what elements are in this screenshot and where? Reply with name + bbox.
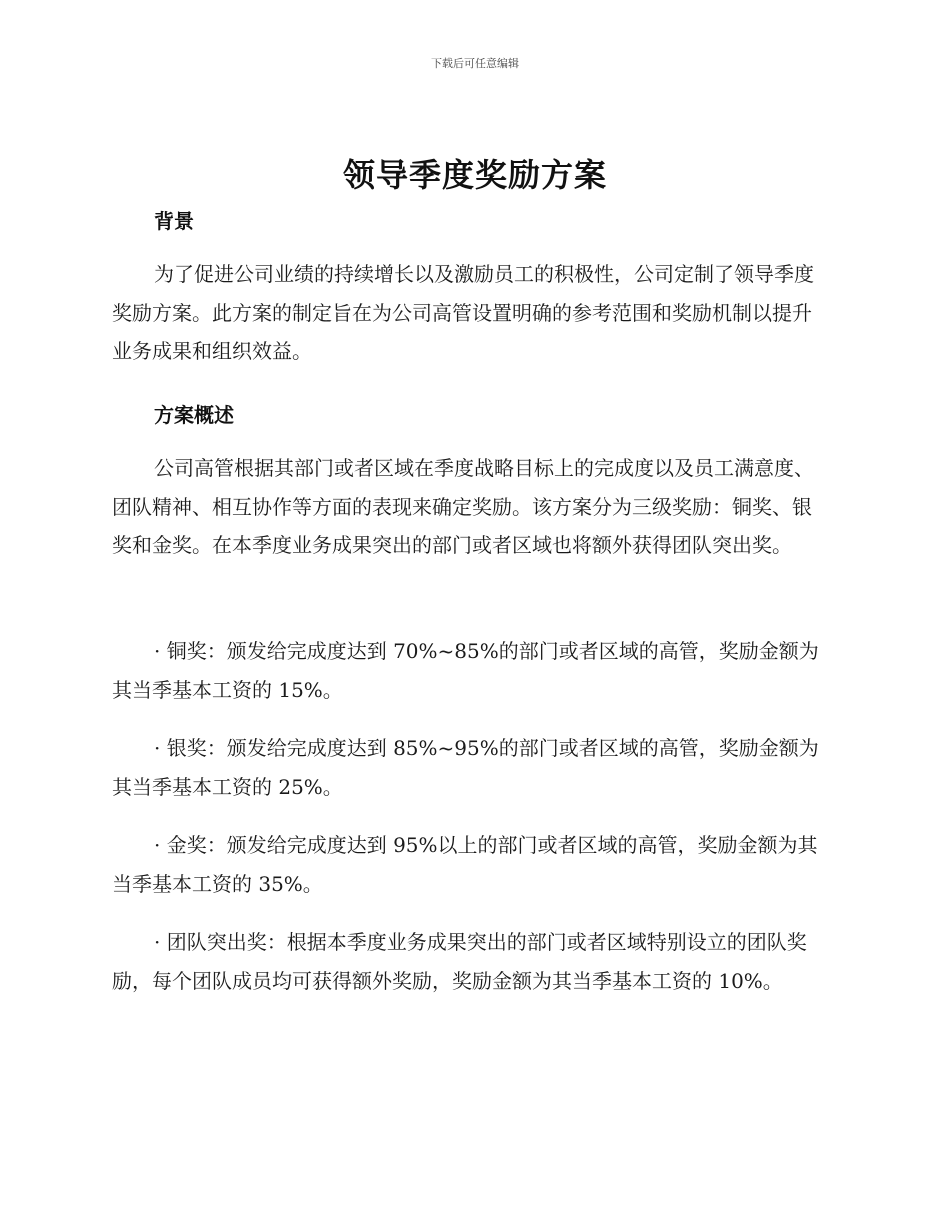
section-overview <box>112 401 830 429</box>
paragraph-overview: 公司高管根据其部门或者区域在季度战略目标上的完成度以及员工满意度、团队精神、相互协作等方面的表现来确定奖励。该方案分为三级奖励：铜奖、银奖和金奖。在本季度业务成果突出的部门或者区域也将额外获得团队突出奖。 <box>112 456 814 557</box>
list-item-team-award: · 团队突出奖：根据本季度业务成果突出的部门或者区域特别设立的团队奖励，每个团队成员均可获得额外奖励，奖励金额为其当季基本工资的 10%。 <box>112 930 807 993</box>
section-heading-overview: 方案概述 <box>154 403 234 427</box>
background-paragraph-block <box>112 255 830 371</box>
list-item-bronze-award: · 铜奖：颁发给完成度达到 70%~85%的部门或者区域的高管，奖励金额为其当季基本工资的 15%。 <box>112 639 819 702</box>
list-item-silver-award: · 银奖：颁发给完成度达到 85%~95%的部门或者区域的高管，奖励金额为其当季基本工资的 25%。 <box>112 736 819 799</box>
section-background <box>112 207 830 235</box>
gold-award-block <box>112 826 830 903</box>
document-title: 领导季度奖励方案 <box>342 156 607 194</box>
list-item-gold-award: · 金奖：颁发给完成度达到 95%以上的部门或者区域的高管，奖励金额为其当季基本工资的 35%。 <box>112 833 818 896</box>
section-heading-background: 背景 <box>154 209 194 233</box>
header-note: 下载后可任意编辑 <box>431 57 519 70</box>
team-award-block <box>112 923 830 1000</box>
silver-award-block <box>112 729 830 806</box>
bronze-award-block <box>112 632 830 709</box>
overview-paragraph-block <box>112 449 830 565</box>
paragraph-background: 为了促进公司业绩的持续增长以及激励员工的积极性，公司定制了领导季度奖励方案。此方案的制定旨在为公司高管设置明确的参考范围和奖励机制以提升业务成果和组织效益。 <box>112 262 814 363</box>
